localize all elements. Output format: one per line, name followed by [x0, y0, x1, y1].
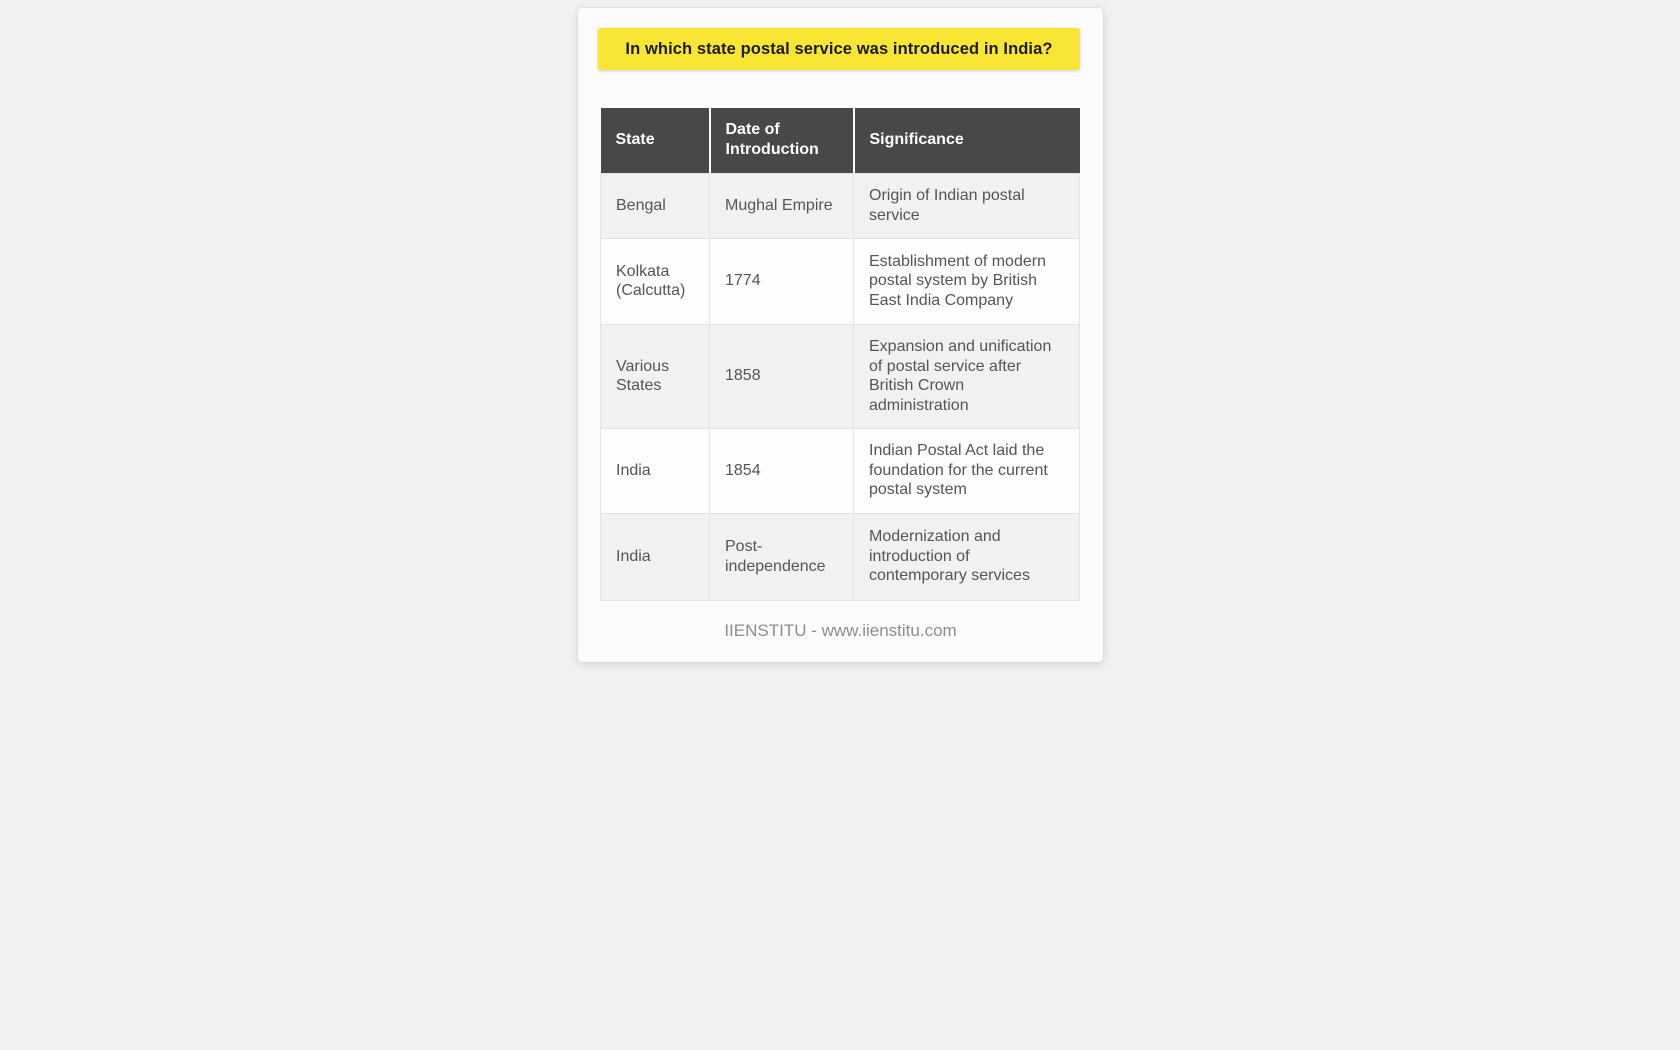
- table-row: [601, 238, 1080, 324]
- table-row: [601, 324, 1080, 428]
- cell-significance: Establishment of modern postal system by British East India Company: [854, 238, 1080, 324]
- cell-date: 1854: [710, 428, 854, 513]
- column-header-significance: Significance: [854, 108, 1080, 173]
- cell-date: 1774: [710, 238, 854, 324]
- question-banner: [598, 28, 1080, 70]
- table-row: [601, 173, 1080, 238]
- question-text: In which state postal service was introduced in India?: [625, 39, 1053, 58]
- cell-significance: Indian Postal Act laid the foundation for the current postal system: [854, 428, 1080, 513]
- cell-significance: Origin of Indian postal service: [854, 173, 1080, 238]
- cell-significance: Expansion and unification of postal service after British Crown administration: [854, 324, 1080, 428]
- cell-significance: Modernization and introduction of contemporary services: [854, 513, 1080, 600]
- postal-history-table: [600, 108, 1080, 601]
- cell-state: Bengal: [601, 173, 710, 238]
- table-header-row: [601, 108, 1080, 173]
- cell-state: India: [601, 513, 710, 600]
- cell-state: Various States: [601, 324, 710, 428]
- column-header-state: State: [601, 108, 710, 173]
- table-row: [601, 513, 1080, 600]
- table-body: [601, 173, 1080, 600]
- cell-date: 1858: [710, 324, 854, 428]
- footer-credit: IIENSTITU - www.iienstitu.com: [724, 621, 957, 640]
- cell-state: India: [601, 428, 710, 513]
- cell-state: Kolkata (Calcutta): [601, 238, 710, 324]
- column-header-date-of-introduction: Date of Introduction: [710, 108, 854, 173]
- content-card: [578, 8, 1103, 662]
- table-row: [601, 428, 1080, 513]
- cell-date: Post-independence: [710, 513, 854, 600]
- cell-date: Mughal Empire: [710, 173, 854, 238]
